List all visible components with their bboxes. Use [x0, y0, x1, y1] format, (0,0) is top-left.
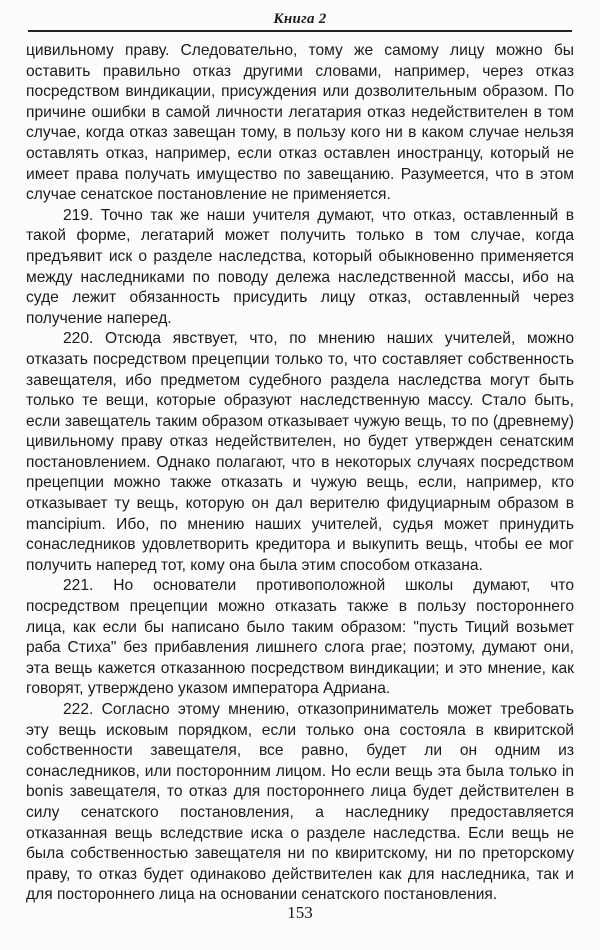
paragraph-continuation: цивильному праву. Следовательно, тому же самому лицу можно бы оставить правильно отказ другими словами, например, через отказ посредством виндикации, присуждения или дозволительным образом. По причине ошибки в самой личности легатария отказ недействителен в том случае, когда отказ завещан тому, в пользу кого ни в каком случае нельзя оставлять отказ, например, если отказ оставлен иностранцу, который не имеет права получать имущество по завещанию. Разумеется, что в этом случае сенатское постановление не применяется.	[26, 42, 574, 204]
paragraph-221: 221. Но основатели противоположной школы думают, что посредством прецепции можно отказать также в пользу постороннего лица, как если бы написано было таким образом: "пусть Тиций возьмет раба Стиха" без прибавления лишнего слога prae; поэтому, думают они, эта вещь кажется отказанною посредством виндикации; и это мнение, как говорят, утверждено указом императора Адриана.	[26, 577, 574, 698]
page-body	[26, 41, 574, 906]
paragraph-219: 219. Точно так же наши учителя думают, что отказ, оставленный в такой форме, легатарий может получить только в том случае, когда предъявит иск о разделе наследства, который обыкновенно применяется между наследниками по поводу дележа наследственной массы, ибо на суде лежит обязанность присудить лицу отказ, оставленный через получение наперед.	[26, 206, 574, 327]
paragraph-220: 220. Отсюда явствует, что, по мнению наших учителей, можно отказать посредством прецепции только то, что составляет собственность завещателя, ибо предметом судебного раздела наследства могут быть только те вещи, которые образуют наследственную массу. Стало быть, если завещатель таким образом отказывает чужую вещь, то по (древнему) цивильному праву отказ недействителен, но будет утвержден сенатским постановлением. Однако полагают, что в некоторых случаях посредством прецепции можно также отказать и чужую вещь, если, например, кто отказывает ту вещь, которую он дал верителю фидуциарным образом в mancipium. Ибо, по мнению наших учителей, судья может принудить сонаследников удовлетворить кредитора и выкупить вещь, чтобы ее мог получить наперед тот, кому она была этим способом отказана.	[26, 330, 574, 574]
paragraph-222: 222. Согласно этому мнению, отказоприниматель может требовать эту вещь исковым порядком, если только она состояла в квиритской собственности завещателя, все равно, будет ли он одним из сонаследников, или посторонним лицом. Но если вещь эта была только in bonis завещателя, то отказ для постороннего лица будет действителен в силу сенатского постановления, а наследнику предоставляется отказанная вещь вследствие иска о разделе наследства. Если вещь не была собственностью завещателя ни по квиритскому, ни по преторскому праву, то отказ будет одинаково действителен как для наследника, так и для постороннего лица на основании сенатского постановления.	[26, 701, 574, 904]
running-header-title: Книга 2	[273, 11, 327, 27]
running-header	[28, 10, 572, 32]
page-number: 153	[287, 903, 313, 922]
